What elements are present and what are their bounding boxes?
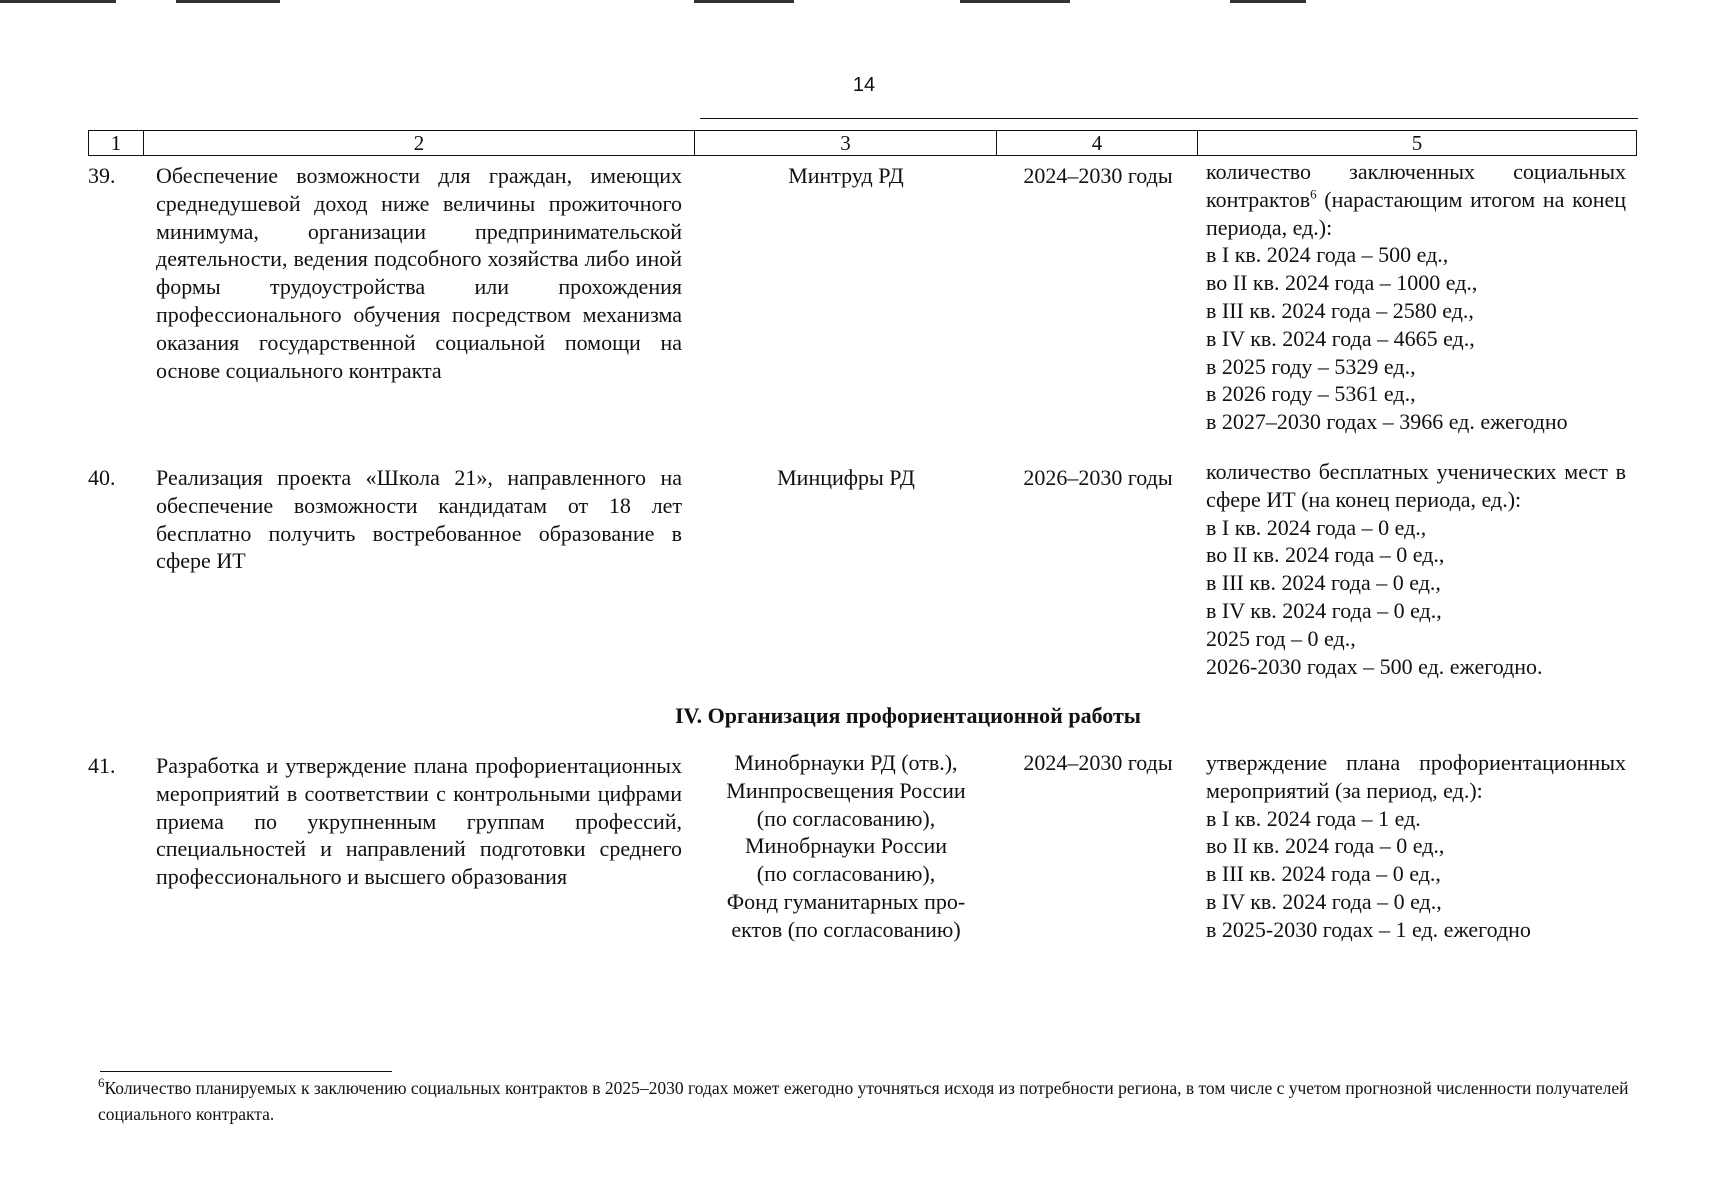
indicator-value: в III кв. 2024 года – 2580 ед., bbox=[1206, 297, 1474, 323]
indicator-value: в IV кв. 2024 года – 0 ед., bbox=[1206, 888, 1442, 914]
indicator-heading-tail: (нарастающим итогом на конец периода, ед.): bbox=[1206, 186, 1626, 240]
scan-edge-mark bbox=[1230, 0, 1306, 3]
executor-line: Минобрнауки России bbox=[745, 833, 947, 859]
row-indicator bbox=[1206, 749, 1626, 944]
indicator-value: в III кв. 2024 года – 0 ед., bbox=[1206, 570, 1441, 596]
executor-line: (по согласованию), bbox=[756, 805, 936, 831]
indicator-value: в I кв. 2024 года – 0 ед., bbox=[1206, 514, 1427, 540]
indicator-value: 2026-2030 годах – 500 ед. ежегодно. bbox=[1206, 653, 1543, 679]
column-number-2: 2 bbox=[144, 131, 695, 156]
scan-edge-mark bbox=[694, 0, 794, 3]
column-number-3: 3 bbox=[695, 131, 997, 156]
row-description: Реализация проекта «Школа 21», направленного на обеспечение возможности кандидатам от 18 лет бесплатно получить востребованное образование в сфере ИТ bbox=[156, 465, 682, 574]
table-top-border bbox=[700, 118, 1638, 119]
row-indicator bbox=[1206, 458, 1626, 680]
indicator-value: в 2025-2030 годах – 1 ед. ежегодно bbox=[1206, 916, 1531, 942]
row-executor: Минтруд РД bbox=[788, 163, 904, 188]
row-description: Разработка и утверждение плана профориентационных мероприятий в соответствии с контрольными цифрами приема по укрупненным группам профессий, специальностей и направлений подготовки среднего профессионального и высшего образования bbox=[156, 753, 682, 890]
indicator-value: 2025 год – 0 ед., bbox=[1206, 625, 1356, 651]
indicator-value: во II кв. 2024 года – 0 ед., bbox=[1206, 542, 1445, 568]
row-period: 2026–2030 годы bbox=[1023, 465, 1173, 490]
scan-edge-mark bbox=[176, 0, 280, 3]
row-description: Обеспечение возможности для граждан, имеющих среднедушевой доход ниже величины прожиточного минимума, организации предпринимательской деятельности, ведения подсобного хозяйства либо иной формы трудоустройства или прохождения профессионального обучения посредством механизма оказания государственной социальной помощи на основе социального контракта bbox=[156, 163, 682, 383]
column-number-1: 1 bbox=[89, 131, 144, 156]
indicator-heading-text: количество заключенных социальных контрактов bbox=[1206, 159, 1626, 212]
footnote-separator bbox=[100, 1071, 392, 1072]
table-header bbox=[88, 130, 1637, 156]
indicator-value: в 2025 году – 5329 ед., bbox=[1206, 353, 1416, 379]
footnote bbox=[98, 1075, 1644, 1127]
indicator-value: в I кв. 2024 года – 1 ед. bbox=[1206, 805, 1421, 831]
indicator-value: в 2026 году – 5361 ед., bbox=[1206, 381, 1416, 407]
page-number: 14 bbox=[852, 74, 876, 96]
footnote-reference: 6 bbox=[1310, 186, 1317, 202]
indicator-value: во II кв. 2024 года – 1000 ед., bbox=[1206, 270, 1478, 296]
row-period: 2024–2030 годы bbox=[1023, 750, 1173, 775]
indicator-value: в III кв. 2024 года – 0 ед., bbox=[1206, 861, 1441, 887]
section-title: IV. Организация профориентационной работы bbox=[675, 703, 1141, 728]
indicator-value: во II кв. 2024 года – 0 ед., bbox=[1206, 833, 1445, 859]
footnote-text: Количество планируемых к заключению социальных контрактов в 2025–2030 годах может ежегодно уточняться исходя из потребности региона, в том числе с учетом прогнозной численности получателей социального контракта. bbox=[98, 1078, 1629, 1124]
row-executor bbox=[700, 749, 992, 944]
executor-line: (по согласованию), bbox=[756, 861, 936, 887]
executor-line: ектов (по согласованию) bbox=[731, 916, 961, 942]
column-number-4: 4 bbox=[997, 131, 1198, 156]
row-indicator bbox=[1206, 158, 1626, 436]
indicator-value: в I кв. 2024 года – 500 ед., bbox=[1206, 242, 1449, 268]
executor-line: Минпросвещения России bbox=[726, 777, 966, 803]
scan-edge-mark bbox=[960, 0, 1070, 3]
footnote-mark: 6 bbox=[98, 1075, 105, 1091]
executor-line: Фонд гуманитарных про- bbox=[726, 888, 966, 914]
executor-line: Минобрнауки РД (отв.), bbox=[734, 750, 958, 775]
indicator-value: в IV кв. 2024 года – 0 ед., bbox=[1206, 597, 1442, 623]
row-executor: Минцифры РД bbox=[777, 465, 915, 490]
indicator-heading: утверждение плана профориентационных мероприятий (за период, ед.): bbox=[1206, 750, 1626, 803]
row-period: 2024–2030 годы bbox=[1023, 163, 1173, 188]
row-number: 41. bbox=[88, 753, 116, 778]
indicator-heading: количество бесплатных ученических мест в сфере ИТ (на конец периода, ед.): bbox=[1206, 459, 1626, 512]
row-number: 40. bbox=[88, 465, 116, 490]
row-number: 39. bbox=[88, 163, 116, 188]
indicator-heading bbox=[1206, 158, 1626, 241]
indicator-value: в IV кв. 2024 года – 4665 ед., bbox=[1206, 325, 1475, 351]
column-number-5: 5 bbox=[1198, 131, 1637, 156]
indicator-value: в 2027–2030 годах – 3966 ед. ежегодно bbox=[1206, 409, 1568, 435]
scan-edge-mark bbox=[0, 0, 116, 3]
